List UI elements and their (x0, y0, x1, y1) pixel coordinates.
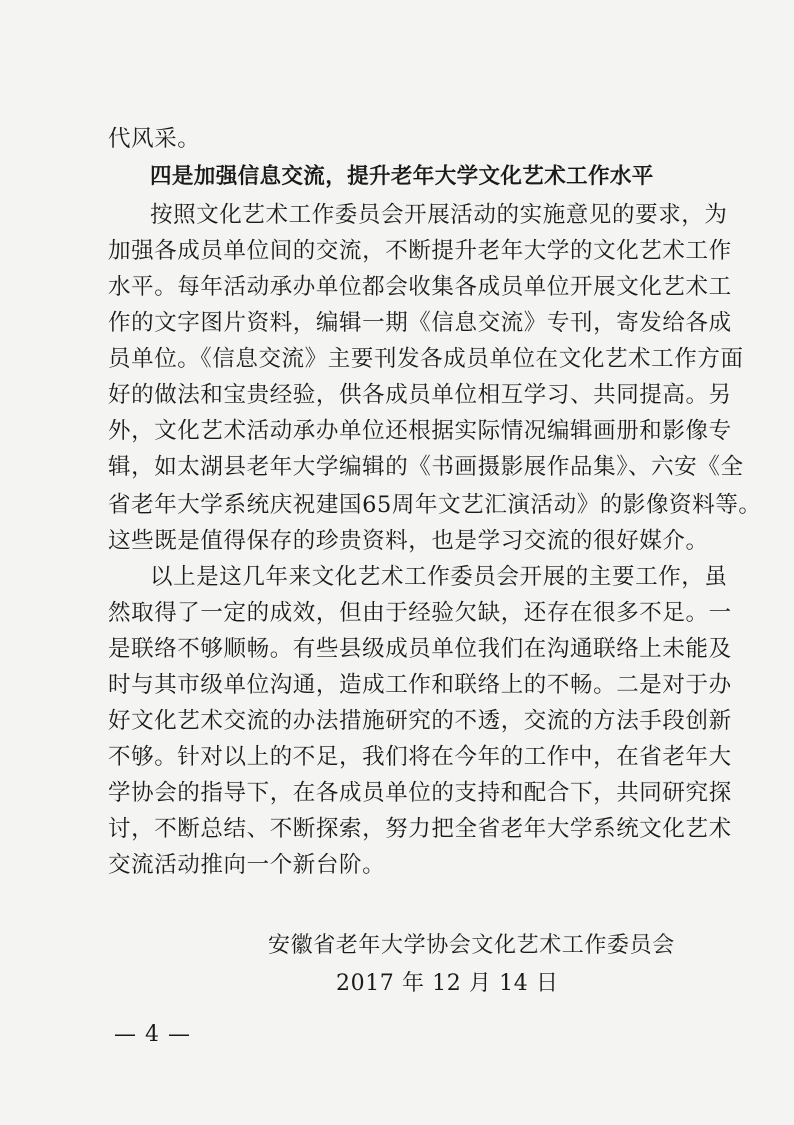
body-line-21: 交流活动推向一个新台阶。 (108, 852, 386, 878)
body-line-17: 好文化艺术交流的办法措施研究的不透，交流的方法手段创新 (108, 708, 732, 734)
body-line-13: 以上是这几年来文化艺术工作委员会开展的主要工作，虽 (150, 564, 728, 590)
body-line-9: 外，文化艺术活动承办单位还根据实际情况编辑画册和影像专 (108, 418, 732, 444)
body-line-15: 是联络不够顺畅。有些县级成员单位我们在沟通联络上未能及 (108, 636, 732, 662)
body-line-14: 然取得了一定的成效，但由于经验欠缺，还存在很多不足。一 (108, 600, 732, 626)
body-line-11: 省老年大学系统庆祝建国65周年文艺汇演活动》的影像资料等。 (108, 492, 762, 518)
body-line-19: 学协会的指导下，在各成员单位的支持和配合下，共同研究探 (108, 780, 732, 806)
body-line-7: 员单位。《信息交流》主要刊发各成员单位在文化艺术工作方面 (108, 346, 744, 372)
body-line-20: 讨，不断总结、不断探索，努力把全省老年大学系统文化艺术 (108, 816, 732, 842)
body-line-12: 这些既是值得保存的珍贵资料，也是学习交流的很好媒介。 (108, 528, 709, 554)
body-line-6: 作的文字图片资料，编辑一期《信息交流》专刊，寄发给各成 (108, 310, 732, 336)
body-line-4: 加强各成员单位间的交流，不断提升老年大学的文化艺术工作 (108, 238, 732, 264)
body-line-10: 辑，如太湖县老年大学编辑的《书画摄影展作品集》、六安《全 (108, 454, 744, 480)
body-line-3: 按照文化艺术工作委员会开展活动的实施意见的要求，为 (150, 202, 728, 228)
section-heading: 四是加强信息交流，提升老年大学文化艺术工作水平 (150, 164, 654, 189)
body-line-5: 水平。每年活动承办单位都会收集各成员单位开展文化艺术工 (108, 274, 732, 300)
body-line-1: 代风采。 (108, 126, 201, 152)
body-line-18: 不够。针对以上的不足，我们将在今年的工作中，在省老年大 (108, 744, 732, 770)
page-number: — 4 — (114, 1022, 191, 1047)
body-line-8: 好的做法和宝贵经验，供各成员单位相互学习、共同提高。另 (108, 382, 732, 408)
signature-organization: 安徽省老年大学协会文化艺术工作委员会 (268, 933, 675, 958)
body-line-16: 时与其市级单位沟通，造成工作和联络上的不畅。二是对于办 (108, 672, 732, 698)
signature-date: 2017 年 12 月 14 日 (336, 971, 559, 996)
